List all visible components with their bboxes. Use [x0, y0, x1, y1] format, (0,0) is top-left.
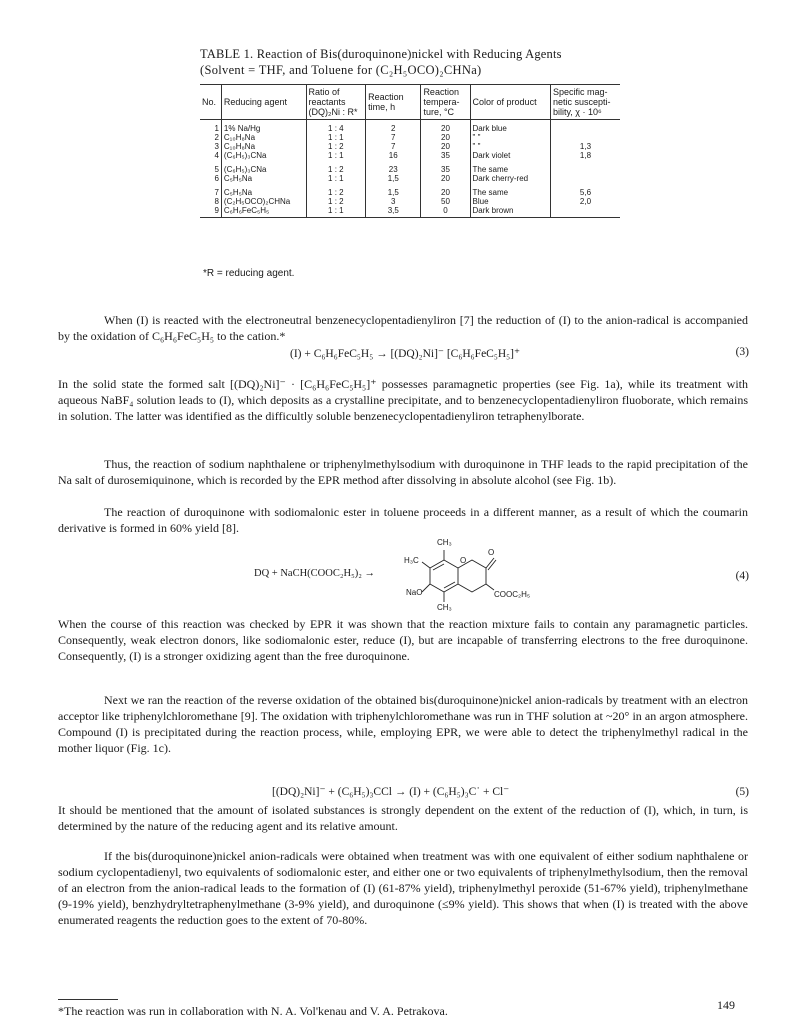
table-row [200, 183, 620, 197]
table-cell: 20 [421, 120, 470, 134]
paragraph-4: The reaction of duroquinone with sodiomalonic ester in toluene proceeds in a different manner, as a result of which the coumarin derivative is formed in 60% yield [8]. [58, 505, 748, 535]
table-cell: Dark violet [470, 151, 550, 160]
table-cell: 35 [421, 160, 470, 174]
table-row [200, 160, 620, 174]
col-header-no: No. [202, 97, 217, 107]
table-row [200, 151, 620, 160]
table-cell: C₅H₅Na [221, 183, 306, 197]
label-nao: NaO [406, 588, 423, 597]
page-number: 149 [717, 998, 735, 1012]
table-cell: 2 [366, 120, 421, 134]
paragraph-2: In the solid state the formed salt [(DQ)₂Ni]⁻ · [C₆H₆FeC₅H₅]⁺ possesses paramagnetic properties (see Fig. 1a), while its treatment with aqueous NaBF₄ solution leads to (I), which deposits as a crystalline precipitate, and to benzenecyclopentadienyliron fluoborate, which remains in solution. The latter was identified as the difficultly soluble benzenecyclopentadienyliron tetraphenylborate. [58, 377, 748, 423]
table-header-row [200, 85, 620, 120]
table-row [200, 174, 620, 183]
table-cell: 9 [200, 206, 221, 218]
table-cell: (C₆H₅)₃CNa [221, 151, 306, 160]
col-header-color: Color of product [470, 85, 550, 120]
table-cell: 1 : 2 [306, 197, 366, 206]
table-cell: 1 : 2 [306, 183, 366, 197]
equation-3: (I) + C₆H₆FeC₅H₅ → [(DQ)₂Ni]⁻ [C₆H₆FeC₅H₅]⁺ [290, 348, 521, 360]
table-cell: 35 [421, 151, 470, 160]
label-cooc2h5: COOC₂H₅ [494, 590, 531, 599]
col-header-time: Reaction time, h [366, 85, 421, 120]
table-cell: 0 [421, 206, 470, 218]
table-row [200, 197, 620, 206]
paragraph-3: Thus, the reaction of sodium naphthalene or triphenylmethylsodium with duroquinone in THF leads to the rapid precipitation of the Na salt of durosemiquinone, which is recorded by the EPR method after dissolving in absolute alcohol (see Fig. 1b). [58, 457, 748, 487]
table-cell: 5,6 [550, 183, 620, 197]
table-cell: 20 [421, 183, 470, 197]
table-row [200, 120, 620, 134]
label-o-carbonyl: O [488, 548, 495, 557]
table-cell: 23 [366, 160, 421, 174]
label-ch3-bottom: CH₃ [437, 603, 452, 612]
table-cell: (C₂H₅OCO)₂CHNa [221, 197, 306, 206]
table-caption-line2: (Solvent = THF, and Toluene for (C₂H₅OCO)₂CHNa) [200, 63, 482, 77]
table-1 [200, 84, 620, 218]
table-cell: 1,5 [366, 183, 421, 197]
equation-5-number: (5) [735, 786, 749, 798]
table-caption [200, 46, 640, 78]
table-cell: 50 [421, 197, 470, 206]
table-cell: 7 [366, 142, 421, 151]
table-cell: 1 : 1 [306, 174, 366, 183]
equation-4-number: (4) [735, 570, 749, 582]
table-cell: 20 [421, 174, 470, 183]
table-cell: 1 : 2 [306, 142, 366, 151]
table-row [200, 206, 620, 218]
table-cell [550, 206, 620, 218]
table-cell: 5 [214, 165, 219, 174]
benzene-ring [430, 560, 458, 592]
table-cell [550, 133, 620, 142]
table-cell: Dark brown [470, 206, 550, 218]
table-cell: 1 : 2 [306, 160, 366, 174]
table-cell: 1 [214, 124, 219, 133]
table-cell: 1% Na/Hg [221, 120, 306, 134]
equation-4-left: DQ + NaCH(COOC₂H₅)₂ → [254, 568, 376, 579]
table-cell: 8 [214, 197, 219, 206]
equation-3-number: (3) [735, 346, 749, 358]
table-cell: 16 [366, 151, 421, 160]
table-cell: Dark cherry-red [470, 174, 550, 183]
table-cell: 1 : 1 [306, 206, 366, 218]
table-cell: 1,3 [550, 142, 620, 151]
table-cell [550, 160, 620, 174]
table-row [200, 133, 620, 142]
table-cell: " " [470, 133, 550, 142]
label-ch3-top: CH₃ [437, 538, 452, 547]
table-cell: 2,0 [550, 197, 620, 206]
table-cell: 2 [214, 133, 219, 142]
table-cell: 3,5 [366, 206, 421, 218]
paragraph-7: It should be mentioned that the amount of isolated substances is strongly dependent on the extent of the reduction of (I), which, in turn, is determined by the nature of the reducing agent and its relative amount. [58, 803, 748, 833]
table-cell: 1 : 4 [306, 120, 366, 134]
label-h3c: H₃C [404, 556, 419, 565]
footnote: *The reaction was run in collaboration with N. A. Vol'kenau and V. A. Petrakova. [58, 1004, 448, 1018]
footnote-rule [58, 999, 118, 1000]
table-cell: 3 [214, 142, 219, 151]
table-cell: C₆H₆FeC₅H₅ [221, 206, 306, 218]
table-cell: The same [470, 160, 550, 174]
paragraph-8: If the bis(duroquinone)nickel anion-radicals were obtained when treatment was with one equivalent of either sodium naphthalene or sodium cyclopentadienyl, two equivalents of sodiomalonic ester, and either one or two equivalents of triphenylmethylsodium, then the removal of an electron from the anion-radical leads to the formation of (I) (61-87% yield), triphenylmethyl peroxide (51-67% yield), triphenylmethane (9-19% yield), benzhydryltetraphenylmethane (3-9% yield), and duroquinone (≤9% yield). This shows that when (I) is treated with the above enumerated reagents the reduction goes to the extent of 70-80%. [58, 849, 748, 927]
table-cell: 3 [366, 197, 421, 206]
table-cell: " " [470, 142, 550, 151]
table-cell: C₅H₅Na [221, 174, 306, 183]
table-footnote: *R = reducing agent. [203, 268, 295, 279]
col-header-ratio: Ratio of reactants (DQ)₂Ni : R* [306, 85, 366, 120]
table-cell: 1 : 1 [306, 151, 366, 160]
label-o-ring: O [460, 556, 467, 565]
table-cell: 20 [421, 142, 470, 151]
table-cell: 1,5 [366, 174, 421, 183]
paragraph-6: Next we ran the reaction of the reverse oxidation of the obtained bis(duroquinone)nickel anion-radicals by treatment with an electron acceptor like triphenylchloromethane [9]. The oxidation with triphenylchloromethane was run in THF solution at ~20° in an argon atmosphere. Compound (I) is precipitated during the reaction process, while, employing EPR, we were able to detect the triphenylmethyl radical in the mother liquor (Fig. 1c). [58, 693, 748, 755]
table-cell [550, 174, 620, 183]
col-header-susceptibility: Specific mag-netic suscepti-bility, χ · 10⁶ [550, 85, 620, 120]
col-header-reducing-agent: Reducing agent [221, 85, 306, 120]
coumarin-structure [390, 542, 530, 622]
table-cell: 7 [366, 133, 421, 142]
col-header-temperature: Reaction tempera-ture, °C [421, 85, 470, 120]
paragraph-5: When the course of this reaction was checked by EPR it was shown that the reaction mixture fails to contain any paramagnetic particles. Consequently, weak electron donors, like sodiomalonic ester, reduce (I), but are incapable of transferring electrons to the free duroquinone. Consequently, (I) is a stronger oxidizing agent than the free duroquinone. [58, 617, 748, 663]
table-caption-line1: TABLE 1. Reaction of Bis(duroquinone)nickel with Reducing Agents [200, 47, 562, 61]
equation-5: [(DQ)₂Ni]⁻ + (C₆H₅)₃CCl → (I) + (C₆H₅)₃C˙ + Cl⁻ [272, 786, 510, 798]
table-cell: 7 [214, 188, 219, 197]
table-row [200, 142, 620, 151]
table-cell: 4 [214, 151, 219, 160]
table-cell: 6 [214, 174, 219, 183]
table-cell: C₁₀H₈Na [221, 133, 306, 142]
table-cell: 1,8 [550, 151, 620, 160]
table-cell: (C₆H₅)₃CNa [221, 160, 306, 174]
table-cell: 20 [421, 133, 470, 142]
paragraph-1: When (I) is reacted with the electroneutral benzenecyclopentadienyliron [7] the reduction of (I) to the anion-radical is accompanied by the oxidation of C₆H₆FeC₅H₅ to the cation.* [58, 313, 748, 343]
table-cell: The same [470, 183, 550, 197]
table-cell: Blue [470, 197, 550, 206]
table-cell: Dark blue [470, 120, 550, 134]
table-cell: C₁₀H₈Na [221, 142, 306, 151]
table-cell [550, 120, 620, 134]
table-cell: 1 : 1 [306, 133, 366, 142]
